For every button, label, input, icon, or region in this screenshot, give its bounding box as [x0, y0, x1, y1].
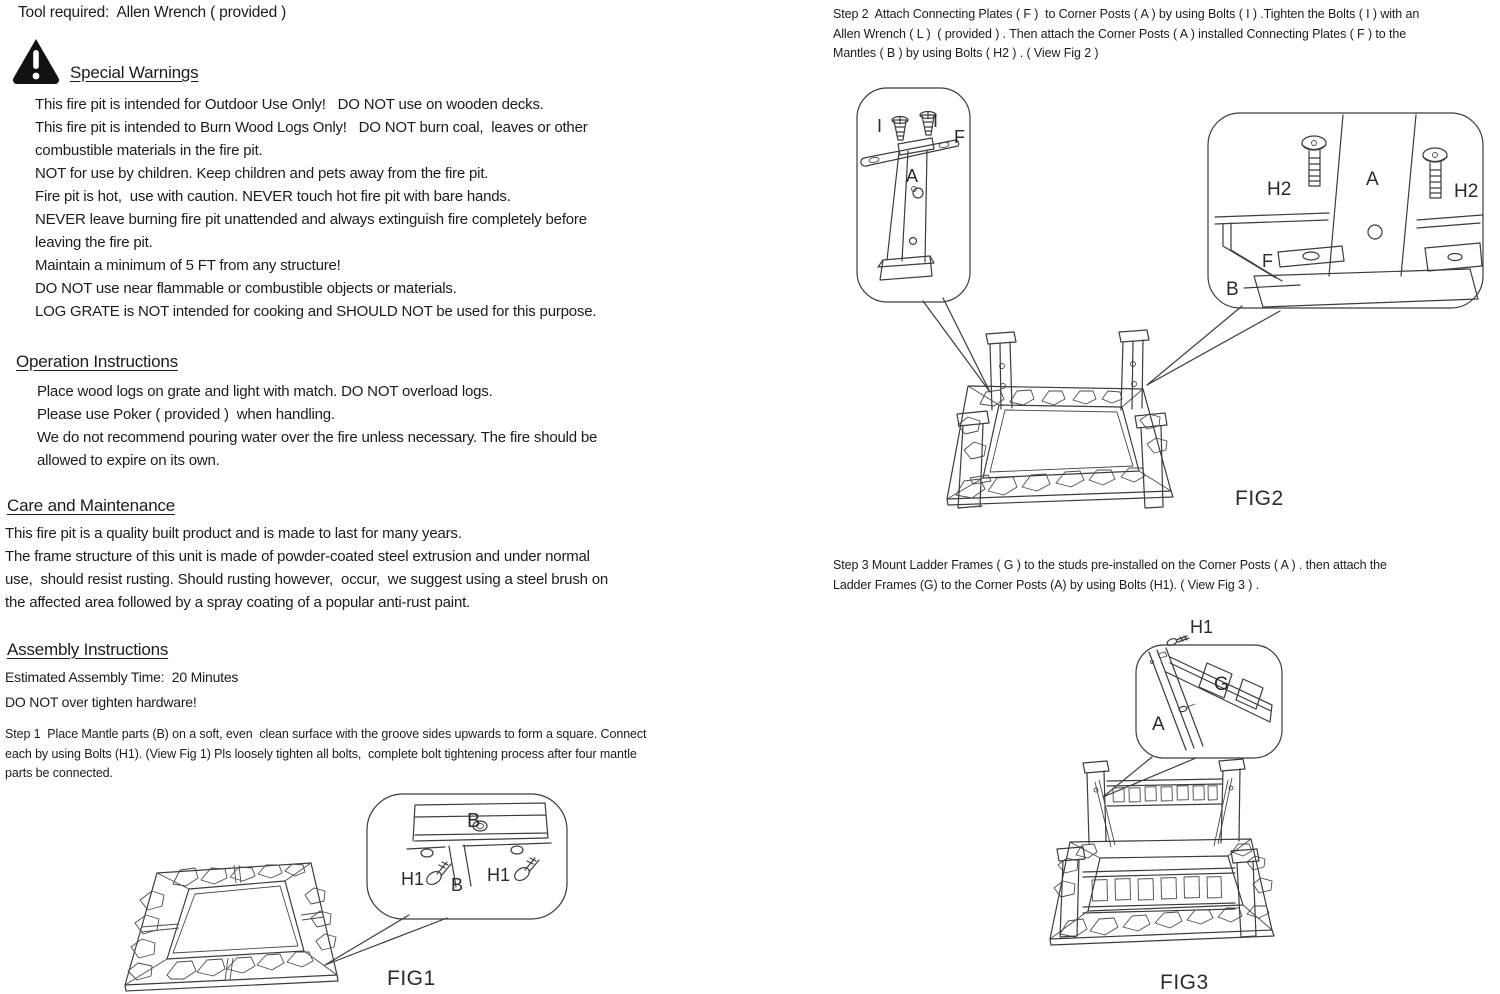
warning-line: NEVER leave burning fire pit unattended and always extinguish fire completely before — [35, 211, 587, 228]
step1-line: parts be connected. — [5, 766, 113, 780]
fig3-main-frame — [1050, 759, 1274, 945]
part-label-i-left: I — [877, 116, 883, 136]
care-line: The frame structure of this unit is made of powder-coated steel extrusion and under normal — [5, 548, 590, 565]
operation-instructions-heading: Operation Instructions — [16, 352, 178, 371]
assembly-instructions-heading: Assembly Instructions — [7, 640, 169, 659]
operation-instructions-list — [37, 380, 597, 472]
warning-line: Fire pit is hot, use with caution. NEVER touch hot fire pit with bare hands. — [35, 188, 511, 205]
fig1-callout-bubble — [325, 794, 567, 965]
special-warnings-list — [35, 93, 596, 323]
step2-line: Mantles ( B ) by using Bolts ( H2 ) . ( View Fig 2 ) — [833, 46, 1099, 60]
part-label-a: A — [1152, 714, 1165, 735]
part-label-b-mantle: B — [1226, 279, 1239, 300]
warning-line: combustible materials in the fire pit. — [35, 142, 263, 159]
warning-line: This fire pit is intended to Burn Wood Logs Only! DO NOT burn coal, leaves or other — [35, 119, 588, 136]
fig2-bolt-h2-left — [1302, 136, 1326, 186]
part-label-h1-right: H1 — [487, 865, 511, 885]
care-line: use, should resist rusting. Should rusting however, occur, we suggest using a steel brush on — [5, 571, 609, 588]
fig2-main-frame — [947, 330, 1173, 508]
fig2-bolt-h2-right — [1423, 148, 1447, 198]
care-line: This fire pit is a quality built product and is made to last for many years. — [5, 525, 462, 542]
step1-line: Step 1 Place Mantle parts (B) on a soft, even clean surface with the groove sides upwards to form a square. Connect — [5, 727, 647, 741]
fig1-pointer-lines — [325, 915, 447, 965]
fig2-left-callout-bubble — [857, 88, 990, 392]
fig2-right-pointer-lines — [1147, 306, 1280, 385]
step2-line: Allen Wrench ( L ) ( provided ) . Then attach the Corner Posts ( A ) installed Connecting Plates ( F ) to the — [833, 26, 1407, 41]
part-label-g: G — [1214, 674, 1229, 695]
part-label-i-right: I — [933, 111, 939, 131]
warning-triangle-icon — [10, 36, 62, 88]
assembly-caution-line: DO NOT over tighten hardware! — [5, 694, 197, 710]
care-maintenance-list — [5, 522, 608, 614]
operation-line: allowed to expire on its own. — [37, 452, 220, 469]
fig3-illustration — [1000, 600, 1430, 994]
fig3-caption: FIG3 — [1160, 971, 1209, 994]
step3-line: Ladder Frames (G) to the Corner Posts (A) by using Bolts (H1). ( View Fig 3 ) . — [833, 577, 1260, 592]
part-label-f-callout: F — [954, 127, 965, 147]
warning-line: NOT for use by children. Keep children and pets away from the fire pit. — [35, 165, 489, 182]
part-label-a-post: A — [1366, 169, 1379, 190]
part-label-b-top: B — [467, 810, 481, 832]
tool-required-line: Tool required: Allen Wrench ( provided ) — [18, 4, 287, 21]
part-label-b-joint: B — [451, 875, 464, 895]
care-maintenance-heading: Care and Maintenance — [7, 496, 176, 515]
warning-line: LOG GRATE is NOT intended for cooking and SHOULD NOT be used for this purpose. — [35, 303, 597, 320]
fig1-illustration — [115, 775, 695, 994]
fig2-left-pointer-lines — [923, 298, 990, 392]
operation-line: Please use Poker ( provided ) when handling. — [37, 406, 335, 423]
operation-line: Place wood logs on grate and light with match. DO NOT overload logs. — [37, 383, 493, 400]
part-label-f-plate: F — [1262, 251, 1273, 271]
step2-paragraph — [833, 5, 1419, 64]
part-label-h1: H1 — [1190, 617, 1214, 637]
warning-line: This fire pit is intended for Outdoor Use Only! DO NOT use on wooden decks. — [35, 96, 544, 113]
fig1-bolt-h1-left — [424, 862, 451, 887]
fig3-pointer-lines — [1103, 757, 1196, 797]
fig2-right-callout-bubble — [1147, 113, 1483, 385]
fig1-mantle-ring — [125, 863, 338, 991]
fig1-caption: FIG1 — [387, 967, 436, 990]
fig2-illustration — [830, 80, 1500, 520]
warning-line: leaving the fire pit. — [35, 234, 153, 251]
part-label-h2-right: H2 — [1454, 181, 1479, 202]
special-warnings-heading: Special Warnings — [70, 63, 199, 82]
fig2-caption: FIG2 — [1235, 487, 1284, 510]
step3-line: Step 3 Mount Ladder Frames ( G ) to the studs pre-installed on the Corner Posts ( A ) . then attach the — [833, 558, 1387, 572]
fig1-bolt-h1-right — [512, 858, 539, 883]
step2-line: Step 2 Attach Connecting Plates ( F ) to Corner Posts ( A ) by using Bolts ( I ) .Tighten the Bolts ( I ) with an — [833, 7, 1420, 21]
fig2-bolt-i-left — [892, 117, 908, 141]
warning-line: DO NOT use near flammable or combustible objects or materials. — [35, 280, 457, 297]
part-label-a-callout: A — [906, 166, 919, 186]
step1-line: each by using Bolts (H1). (View Fig 1) Pls loosely tighten all bolts, complete bolt tightening process after four mantle — [5, 746, 637, 761]
care-line: the affected area followed by a spray coating of a popular anti-rust paint. — [5, 594, 471, 611]
step3-paragraph — [833, 556, 1387, 595]
assembly-time-line: Estimated Assembly Time: 20 Minutes — [5, 669, 239, 685]
operation-line: We do not recommend pouring water over the fire unless necessary. The fire should be — [37, 429, 598, 446]
part-label-h1-left: H1 — [401, 869, 425, 889]
warning-line: Maintain a minimum of 5 FT from any structure! — [35, 257, 341, 274]
part-label-h2-left: H2 — [1267, 179, 1292, 200]
fig3-callout-bubble — [1103, 645, 1282, 797]
